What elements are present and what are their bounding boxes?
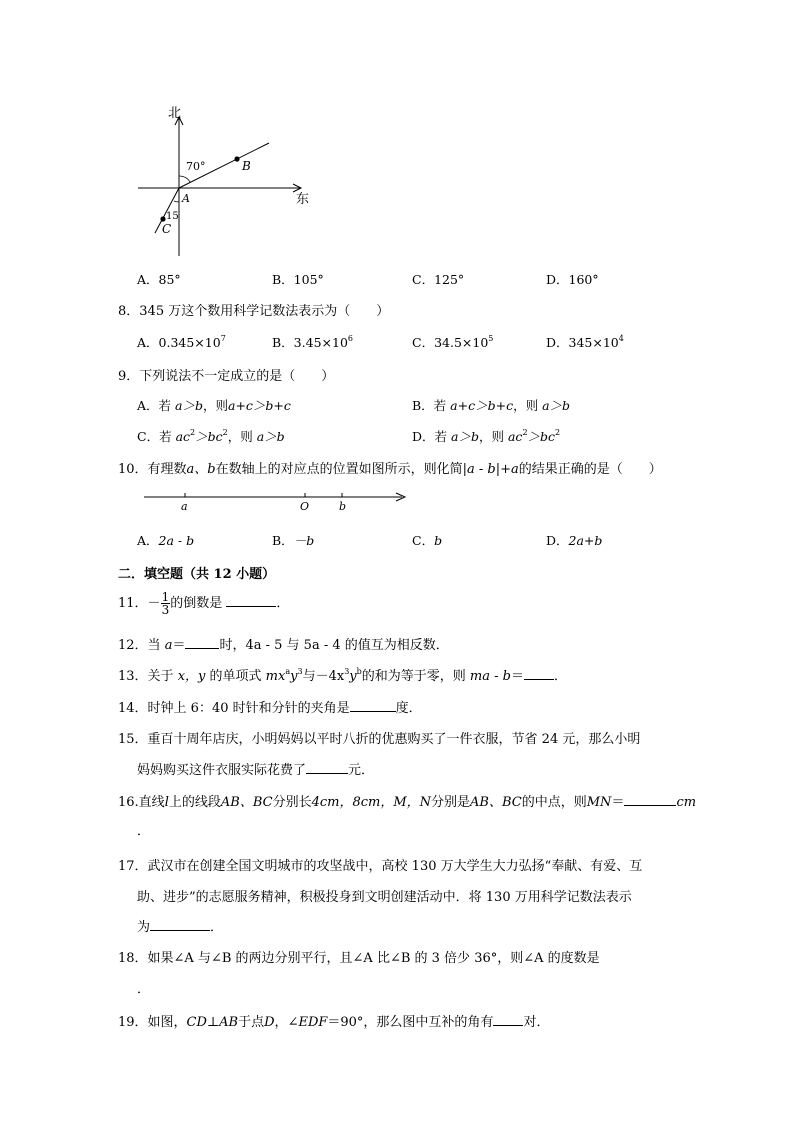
q7-option-c: C．125° <box>412 272 465 287</box>
q10-text: 10．有理数a、b在数轴上的对应点的位置如图所示，则化简|a - b|+a的结果正确的是（ ） <box>118 462 662 477</box>
q10-option-a: A．2a - b <box>137 533 195 548</box>
q9-option-c: C．若 $ac^2>bc^2$，则 a＞b <box>137 428 285 444</box>
arc-70 <box>179 176 190 182</box>
q12-text: 12．当 a＝ 时，4a - 5 与 5a - 4 的值互为相反数． <box>118 638 449 653</box>
q18-line1: 18．如果∠A 与∠B 的两边分别平行，且∠A 比∠B 的 3 倍少 36°，则∠A 的度数是 <box>118 951 600 966</box>
section-title: 二．填空题（共 12 小题） <box>118 567 276 582</box>
q17-line2: 助、进步”的志愿服务精神，积极投身到文明创建活动中．将 130 万用科学记数法表示 <box>137 890 632 905</box>
q8-option-b: B．$3.45\times 10^6$ <box>272 334 353 350</box>
point-c <box>160 216 165 221</box>
q8-option-d: D．$345\times 10^4$ <box>546 334 624 350</box>
angle-15-label: 15 <box>166 211 179 222</box>
q8-text: 8．345 万这个数用科学记数法表示为（ ） <box>118 304 390 319</box>
q8-option-a: A．$0.345\times 10^7$ <box>137 334 226 350</box>
point-a-label: A <box>182 192 190 205</box>
q16-text: 16.直线l上的线段AB、BC分别长4cm，8cm，M，N分别是AB、BC的中点，则MN＝ cm <box>118 795 697 810</box>
fraction-one-third: $\frac{1}{3}$ <box>161 590 170 617</box>
q19-text: 19．如图，CD⊥AB于点D，∠EDF＝90°，那么图中互补的角有 对． <box>118 1015 550 1030</box>
q10-option-b: B．－b <box>272 533 315 548</box>
q9-text: 9．下列说法不一定成立的是（ ） <box>118 369 335 384</box>
q15-line2: 妈妈购买这件衣服实际花费了 元． <box>137 763 375 778</box>
q9-option-b: B．若 a+c＞b+c，则 a＞b <box>412 398 571 413</box>
q15-line1: 15．重百十周年店庆，小明妈妈以平时八折的优惠购买了一件衣服，节省 24 元，那么小明 <box>118 732 641 747</box>
q10-option-d: D．2a+b <box>546 533 603 548</box>
q18-line2: ． <box>137 982 151 997</box>
q9-option-a: A．若 a＞b，则a+c＞b+c <box>137 398 291 413</box>
q14-text: 14．时钟上 6：40 时针和分针的夹角是 度． <box>118 701 422 716</box>
q13-text: 13．关于 x，y 的单项式 $mx^ay^3$与$-4x^3y^b$的和为等于零，则 ma - b＝ ． <box>118 667 568 684</box>
q17-line1: 17．武汉市在创建全国文明城市的攻坚战中，高校 130 万大学生大力弘扬“奉献、有爱、互 <box>118 859 643 874</box>
point-b-label: B <box>242 159 251 173</box>
point-b <box>234 156 239 161</box>
q10-option-c: C．b <box>412 533 443 548</box>
north-label: 北 <box>168 106 182 121</box>
number-line <box>140 486 415 514</box>
arc-15 <box>174 201 179 202</box>
q16-end: ． <box>137 824 151 839</box>
q17-line3: 为 ． <box>137 920 224 935</box>
tick-label-b: b <box>339 500 347 513</box>
angle-70-label: 70° <box>186 160 206 173</box>
q9-option-d: D．若 a＞b，则 $ac^2>bc^2$ <box>412 428 561 444</box>
tick-label-o: O <box>300 500 310 513</box>
q11-text: 11．－ $\frac{1}{3}$ 的倒数是 ． <box>118 590 290 617</box>
q7-option-a: A．85° <box>137 272 181 287</box>
point-c-label: C <box>162 222 172 236</box>
tick-label-a: a <box>181 500 188 513</box>
direction-figure <box>130 98 320 268</box>
q8-option-c: C．$34.5\times 10^5$ <box>412 334 494 350</box>
q7-option-b: B．105° <box>272 272 324 287</box>
q7-option-d: D．160° <box>546 272 599 287</box>
east-label: 东 <box>296 192 310 207</box>
